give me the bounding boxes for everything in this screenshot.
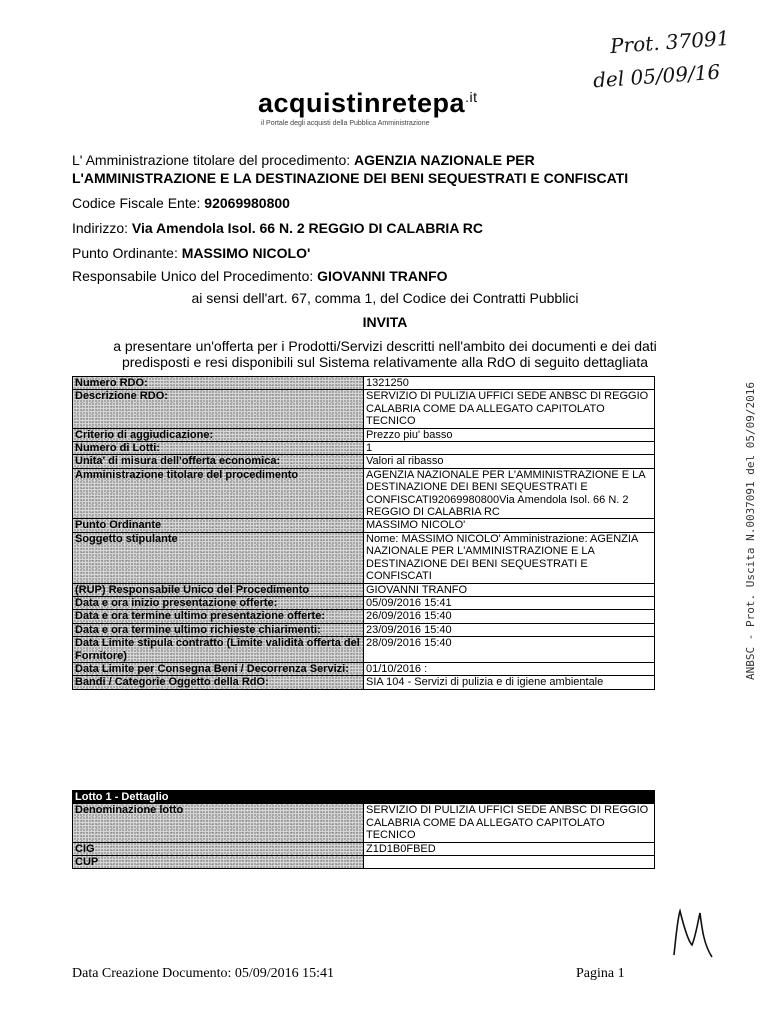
rdo-details-table (72, 376, 655, 690)
amministrazione-line-2: L'AMMINISTRAZIONE E LA DESTINAZIONE DEI BENI SEQUESTRATI E CONFISCATI (72, 170, 629, 186)
lotto-title: Lotto 1 - Dettaglio (73, 791, 655, 804)
table-row (73, 623, 655, 636)
field-value: SIA 104 - Servizi di pulizia e di igiene ambientale (364, 676, 655, 689)
logo-name: acquistinretepa (258, 88, 466, 118)
field-value: 1 (364, 442, 655, 455)
field-value: 28/09/2016 15:40 (364, 637, 655, 663)
field-label: Data e ora termine ultimo presentazione offerte: (73, 610, 364, 623)
table-row (73, 583, 655, 596)
table-row (73, 596, 655, 609)
field-value: 26/09/2016 15:40 (364, 610, 655, 623)
presentare-line-2: predisposti e resi disponibili sul Sistema relativamente alla RdO di seguito dettagliata (121, 354, 649, 370)
handwritten-protocol-date: del 05/09/16 (592, 59, 721, 93)
field-value: Valori al ribasso (364, 455, 655, 468)
field-value: SERVIZIO DI PULIZIA UFFICI SEDE ANBSC DI REGGIO CALABRIA COME DA ALLEGATO CAPITOLATO TECNICO (364, 804, 655, 842)
field-value: 01/10/2016 : (364, 662, 655, 675)
table-row (73, 442, 655, 455)
field-value: Z1D1B0FBED (364, 842, 655, 855)
field-label: Bandi / Categorie Oggetto della RdO: (73, 676, 364, 689)
table-row (73, 455, 655, 468)
acquistinretepa-logo (258, 88, 477, 127)
invita-heading: INVITA (362, 314, 408, 330)
logo-tagline: il Portale degli acquisti della Pubblica Amministrazione (261, 120, 430, 127)
field-label: (RUP) Responsabile Unico del Procedimento (73, 583, 364, 596)
amministrazione-line-1: L' Amministrazione titolare del procedimento: AGENZIA NAZIONALE PER (72, 152, 535, 168)
field-label: Soggetto stipulante (73, 532, 364, 583)
field-label: Numero di Lotti: (73, 442, 364, 455)
table-row (73, 676, 655, 689)
field-label: Data Limite stipula contratto (Limite validità offerta del Fornitore) (73, 637, 364, 663)
field-label: Data e ora termine ultimo richieste chiarimenti: (73, 623, 364, 636)
table-row (73, 532, 655, 583)
table-row (73, 856, 655, 869)
field-label: Amministrazione titolare del procedimento (73, 468, 364, 519)
field-label: CUP (73, 856, 364, 869)
field-value: SERVIZIO DI PULIZIA UFFICI SEDE ANBSC DI REGGIO CALABRIA COME DA ALLEGATO CAPITOLATO TECNICO (364, 390, 655, 428)
field-label: Data e ora inizio presentazione offerte: (73, 596, 364, 609)
indirizzo-line: Indirizzo: Via Amendola Isol. 66 N. 2 REGGIO DI CALABRIA RC (72, 220, 484, 236)
field-label: Descrizione RDO: (73, 390, 364, 428)
table-row (73, 610, 655, 623)
lotto-header-row (73, 791, 655, 804)
table-row (73, 468, 655, 519)
field-label: Unita' di misura dell'offerta economica: (73, 455, 364, 468)
field-value: 1321250 (364, 377, 655, 390)
field-value: Prezzo piu' basso (364, 428, 655, 441)
field-label: Denominazione lotto (73, 804, 364, 842)
table-row (73, 428, 655, 441)
presentare-line-1: a presentare un'offerta per i Prodotti/Servizi descritti nell'ambito dei documenti e dei dati (113, 338, 657, 354)
logo-tld: .it (465, 89, 478, 105)
table-row (73, 662, 655, 675)
footer-creation-date: Data Creazione Documento: 05/09/2016 15:41 (72, 966, 335, 981)
table-row (73, 804, 655, 842)
field-value: 05/09/2016 15:41 (364, 596, 655, 609)
field-value (364, 856, 655, 869)
field-value: 23/09/2016 15:40 (364, 623, 655, 636)
protocol-side-stamp: ANBSC - Prot. Uscita N.0037091 del 05/09/2016 (744, 381, 757, 680)
field-label: Criterio di aggiudicazione: (73, 428, 364, 441)
table-row (73, 390, 655, 428)
rup-line: Responsabile Unico del Procedimento: GIOVANNI TRANFO (72, 268, 448, 284)
table-row (73, 519, 655, 532)
field-label: Punto Ordinante (73, 519, 364, 532)
field-label: Data Limite per Consegna Beni / Decorrenza Servizi: (73, 662, 364, 675)
signature-mark (668, 905, 718, 961)
field-label: Numero RDO: (73, 377, 364, 390)
field-value: Nome: MASSIMO NICOLO' Amministrazione: AGENZIA NAZIONALE PER L'AMMINISTRAZIONE E LA DESTINAZIONE DEI BENI SEQUESTRATI E CONFISCATI (364, 532, 655, 583)
field-value: GIOVANNI TRANFO (364, 583, 655, 596)
field-value: MASSIMO NICOLO' (364, 519, 655, 532)
table-row (73, 377, 655, 390)
lotto-details-table (72, 790, 655, 869)
table-row (73, 842, 655, 855)
table-row (73, 637, 655, 663)
field-label: CIG (73, 842, 364, 855)
codice-fiscale-line: Codice Fiscale Ente: 92069980800 (72, 195, 290, 211)
art-67-line: ai sensi dell'art. 67, comma 1, del Codice dei Contratti Pubblici (191, 290, 579, 306)
punto-ordinante-line: Punto Ordinante: MASSIMO NICOLO' (72, 245, 311, 261)
footer-page-number: Pagina 1 (576, 966, 625, 981)
handwritten-protocol-number: Prot. 37091 (609, 25, 731, 59)
field-value: AGENZIA NAZIONALE PER L'AMMINISTRAZIONE E LA DESTINAZIONE DEI BENI SEQUESTRATI E CONFISCATI92069980800Via Amendola Isol. 66 N. 2 REGGIO DI CALABRIA RC (364, 468, 655, 519)
